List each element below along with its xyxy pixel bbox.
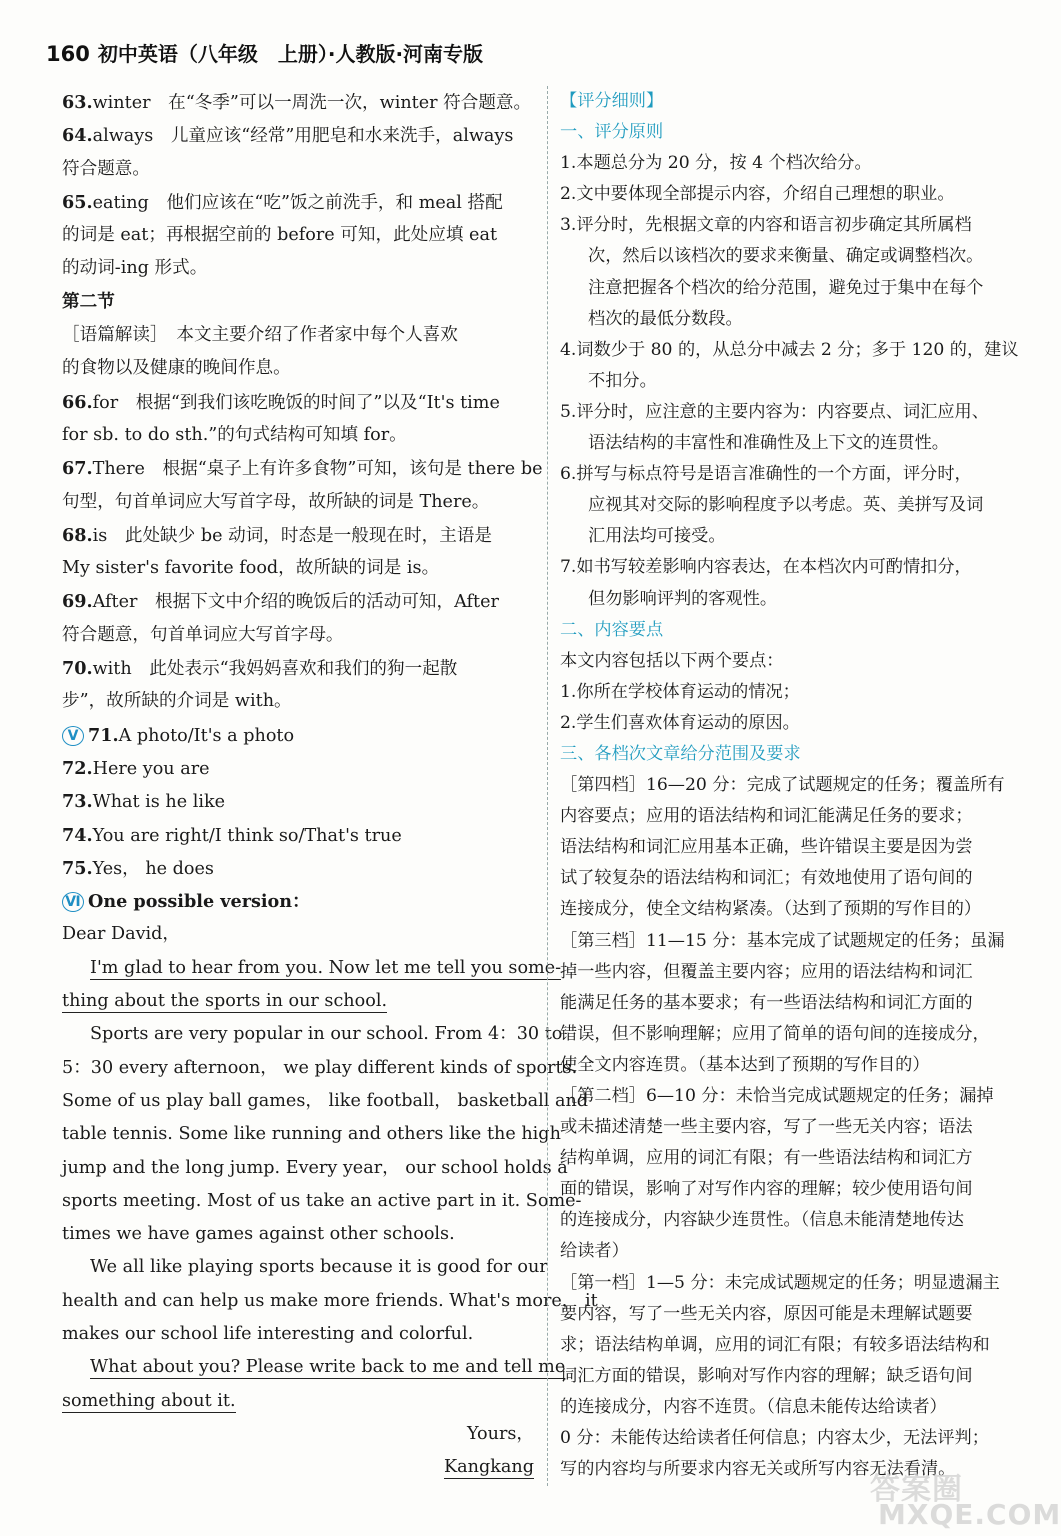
line-text: 符合题意，句首单词应大写首字母。 (62, 624, 344, 645)
question-number: 74. (62, 824, 93, 846)
line-text: Dear David， (62, 924, 181, 945)
page-header (46, 38, 483, 70)
rule-line (560, 1143, 1030, 1174)
question-number: 65. (62, 191, 93, 213)
rule-line (560, 521, 1030, 552)
part-tag: Ⅴ (62, 726, 84, 746)
line-text: 写的内容均与所要求内容无关或所写内容无法看清。 (560, 1459, 956, 1480)
line-text: 的食物以及健康的晚间作息。 (62, 358, 291, 379)
answer-line (62, 519, 538, 552)
page-number: 160 (46, 42, 90, 66)
line-text: 注意把握各个档次的给分范围，避免过于集中在每个 (588, 277, 984, 298)
answer-line (62, 819, 538, 852)
question-number: 64. (62, 125, 93, 147)
line-text: 【评分细则】 (560, 91, 664, 111)
line-text: ［第四档］16—20 分：完成了试题规定的任务；覆盖所有 (560, 775, 1005, 796)
line-text: 句型，句首单词应大写首字母，故所缺的词是 There。 (62, 491, 490, 512)
line-text: ［第二档］6—10 分：未恰当完成试题规定的任务；漏掉 (560, 1086, 994, 1106)
line-text: 但勿影响评判的客观性。 (588, 588, 778, 609)
line-text: 0 分：未能传达给读者任何信息；内容太少，无法评判； (560, 1428, 989, 1449)
line-text: for sb. to do sth.”的句式结构可知填 for。 (62, 424, 407, 445)
rule-line (560, 86, 1030, 117)
answer-line (62, 918, 538, 951)
line-text: 步”，故所缺的介词是 with。 (62, 691, 292, 712)
rule-line (560, 988, 1030, 1019)
answer-line (62, 1018, 563, 1051)
line-text: I'm glad to hear from you. Now let me tell you some- (90, 957, 562, 978)
answer-line (62, 1085, 589, 1118)
site-watermark (860, 1470, 1061, 1532)
line-text: health and can help us make more friends. What's more， it (62, 1290, 598, 1311)
line-text: Yours， (466, 1423, 534, 1444)
answer-line (62, 1118, 561, 1151)
question-number: 71. (88, 724, 119, 746)
watermark-url: MXQE.COM (878, 1498, 1061, 1531)
answer-line (62, 719, 538, 752)
answer-line (62, 1451, 538, 1484)
line-text: 1.本题总分为 20 分，按 4 个档次给分。 (560, 153, 872, 174)
line-text: 3.评分时，先根据文章的内容和语言初步确定其所属档 (560, 215, 972, 236)
line-text: 连接成分，使全文结构紧凑。（达到了预期的写作目的） (560, 899, 982, 920)
watermark-logo-text: 答案圈 (870, 1472, 963, 1507)
question-number: 72. (62, 757, 93, 779)
question-number: 69. (62, 591, 93, 613)
rule-line (560, 1205, 1030, 1236)
line-text: 档次的最低分数段。 (588, 308, 743, 329)
rule-line (560, 894, 1030, 925)
answer-line (62, 153, 538, 186)
line-text: 的词是 eat；再根据空前的 before 可知，此处应填 eat (62, 225, 498, 246)
rule-line (560, 832, 1030, 863)
rule-line (560, 615, 1030, 646)
rule-line (560, 335, 1030, 366)
line-text: 或未描述清楚一些主要内容，写了一些无关内容；语法 (560, 1117, 973, 1138)
answer-line (62, 86, 538, 119)
rule-line (560, 459, 1030, 490)
rule-line (560, 1050, 1030, 1081)
rule-line (560, 677, 1030, 708)
line-text: eating 他们应该在“吃”饭之前洗手，和 meal 搭配 (92, 192, 503, 213)
answer-line (62, 1385, 538, 1418)
line-text: 的动词-ing 形式。 (62, 258, 208, 279)
column-divider (547, 86, 548, 1486)
rule-line (560, 490, 1030, 521)
rule-line (560, 428, 1030, 459)
answer-line (62, 619, 538, 652)
line-text: sports meeting. Most of us take an active part in it. Some- (62, 1190, 582, 1211)
answer-line (62, 1251, 548, 1284)
rule-line (560, 1236, 1030, 1267)
line-text: something about it. (62, 1390, 236, 1411)
line-text: 三、各档次文章给分范围及要求 (560, 743, 801, 764)
answer-line (62, 1152, 568, 1185)
line-text: After 根据下文中介绍的晚饭后的活动可知，After (92, 592, 499, 613)
line-text: ［第三档］11—15 分：基本完成了试题规定的任务；虽漏 (560, 930, 1005, 951)
rule-line (560, 584, 1030, 615)
question-number: 75. (62, 857, 93, 879)
line-text: Here you are (92, 758, 210, 779)
line-text: 掉一些内容，但覆盖主要内容；应用的语法结构和词汇 (560, 961, 973, 982)
answer-line (62, 319, 538, 352)
line-text: 内容要点；应用的语法结构和词汇能满足任务的要求； (560, 806, 973, 827)
answer-line (62, 1318, 538, 1351)
line-text: My sister's favorite food，故所缺的词是 is。 (62, 558, 440, 579)
line-text: 7.如书写较差影响内容表达，在本档次内可酌情扣分， (560, 557, 972, 578)
line-text: jump and the long jump. Every year， our school holds a (62, 1157, 568, 1178)
rule-line (560, 646, 1030, 677)
line-text: 不扣分。 (588, 370, 657, 391)
line-text: 6.拼写与标点符号是语言准确性的一个方面，评分时， (560, 464, 972, 485)
answer-line (62, 752, 538, 785)
rule-line (560, 801, 1030, 832)
line-text: 使全文内容连贯。（基本达到了预期的写作目的） (560, 1054, 930, 1075)
version-label: One possible version： (88, 891, 310, 913)
line-text: Some of us play ball games， like football， basketball and (62, 1090, 589, 1111)
scoring-rules-column (560, 86, 1030, 1485)
line-text: table tennis. Some like running and others like the high (62, 1124, 561, 1145)
line-text: Yes， he does (92, 858, 214, 879)
rule-line (560, 241, 1030, 272)
rule-line (560, 397, 1030, 428)
line-text: 的连接成分，内容缺少连贯性。（信息未能清楚地传达 (560, 1210, 964, 1231)
line-text: 的连接成分，内容不连贯。（信息未能传达给读者） (560, 1396, 947, 1417)
answer-line (62, 1351, 566, 1384)
rule-line (560, 1392, 1030, 1423)
line-text: What is he like (92, 792, 226, 813)
answer-line (62, 352, 538, 385)
answer-line (62, 386, 538, 419)
line-text: ［语篇解读］ 本文主要介绍了作者家中每个人喜欢 (62, 325, 458, 346)
line-text: 要内容，写了一些无关内容，原因可能是未理解试题要 (560, 1303, 973, 1324)
answer-line (62, 219, 538, 252)
rule-line (560, 926, 1030, 957)
rule-line (560, 1268, 1030, 1299)
line-text: 一、评分原则 (560, 122, 664, 143)
answer-line (62, 286, 538, 319)
part-tag: Ⅵ (62, 892, 84, 912)
rule-line (560, 1112, 1030, 1143)
answer-line (62, 952, 562, 985)
line-text: 语法结构和词汇应用基本正确，些许错误主要是因为尝 (560, 837, 973, 858)
line-text: 试了较复杂的语法结构和词汇；有效地使用了语句间的 (560, 868, 973, 889)
line-text: Sports are very popular in our school. From 4：30 to (90, 1024, 563, 1045)
answer-line (62, 985, 538, 1018)
line-text: What about you? Please write back to me and tell me (90, 1357, 566, 1378)
answer-line (62, 1285, 598, 1318)
rule-line (560, 179, 1030, 210)
rule-line (560, 210, 1030, 241)
line-text: 2.文中要体现全部提示内容，介绍自己理想的职业。 (560, 184, 955, 205)
rule-line (560, 1174, 1030, 1205)
line-text: times we have games against other schools. (62, 1224, 455, 1245)
line-text: with 此处表示“我妈妈喜欢和我们的狗一起散 (92, 659, 458, 680)
line-text: 次，然后以该档次的要求来衡量、确定或调整档次。 (588, 246, 984, 267)
rule-line (560, 117, 1030, 148)
rule-line (560, 1081, 1030, 1112)
answer-line (62, 685, 538, 718)
answer-line (62, 652, 538, 685)
line-text: 错误，但不影响理解；应用了简单的语句间的连接成分， (560, 1023, 990, 1044)
question-number: 63. (62, 92, 93, 113)
line-text: A photo/It's a photo (118, 725, 295, 746)
question-number: 68. (62, 524, 93, 546)
rule-line (560, 1330, 1030, 1361)
question-number: 73. (62, 791, 93, 813)
rule-line (560, 708, 1030, 739)
line-text: winter 在“冬季”可以一周洗一次，winter 符合题意。 (92, 93, 532, 113)
line-text: 给读者） (560, 1241, 629, 1262)
answer-line (62, 852, 538, 885)
rule-line (560, 552, 1030, 583)
book-title: 初中英语（八年级 上册）·人教版·河南专版 (97, 42, 484, 66)
line-text: 1.你所在学校体育运动的情况； (560, 681, 800, 702)
rule-line (560, 366, 1030, 397)
answer-line (62, 585, 538, 618)
line-text: 词汇方面的错误，影响对写作内容的理解；缺乏语句间 (560, 1365, 973, 1386)
answer-line (62, 1218, 538, 1251)
answer-line (62, 486, 538, 519)
answer-line (62, 785, 538, 818)
line-text: makes our school life interesting and colorful. (62, 1323, 474, 1344)
line-text: 面的错误，影响了对写作内容的理解；较少使用语句间 (560, 1179, 973, 1200)
answer-line (62, 552, 538, 585)
rule-line (560, 1019, 1030, 1050)
rule-line (560, 1423, 1030, 1454)
line-text: 结构单调，应用的词汇有限；有一些语法结构和词汇方 (560, 1148, 973, 1169)
line-text: We all like playing sports because it is good for our (90, 1257, 548, 1278)
rule-line (560, 863, 1030, 894)
answer-line (62, 885, 538, 918)
answer-line (62, 252, 538, 285)
answer-line (62, 419, 538, 452)
answer-line (62, 1418, 538, 1451)
line-text: There 根据“桌子上有许多食物”可知，该句是 there be (92, 459, 543, 480)
line-text: 符合题意。 (62, 158, 150, 179)
line-text: 语法结构的丰富性和准确性及上下文的连贯性。 (588, 433, 949, 454)
line-text: ［第一档］1—5 分：未完成试题规定的任务；明显遗漏主 (560, 1272, 1000, 1293)
answer-line (62, 1052, 578, 1085)
rule-line (560, 957, 1030, 988)
section-heading: 第二节 (62, 291, 115, 312)
answer-line (62, 186, 538, 219)
line-text: for 根据“到我们该吃晚饭的时间了”以及“It's time (92, 392, 500, 413)
question-number: 66. (62, 391, 93, 413)
line-text: always 儿童应该“经常”用肥皂和水来洗手，always (92, 126, 514, 147)
line-text: is 此处缺少 be 动词，时态是一般现在时，主语是 (92, 525, 493, 546)
line-text: 5.评分时，应注意的主要内容为：内容要点、词汇应用、 (560, 401, 989, 422)
line-text: 汇用法均可接受。 (588, 526, 726, 547)
rule-line (560, 1299, 1030, 1330)
line-text: 4.词数少于 80 的，从总分中减去 2 分；多于 120 的，建议 (560, 339, 1019, 360)
line-text: 2.学生们喜欢体育运动的原因。 (560, 712, 800, 733)
line-text: You are right/I think so/That's true (92, 825, 402, 846)
question-number: 70. (62, 658, 93, 680)
answer-line (62, 452, 543, 485)
rule-line (560, 770, 1030, 801)
rule-line (560, 739, 1030, 770)
rule-line (560, 304, 1030, 335)
rule-line (560, 1361, 1030, 1392)
line-text: 能满足任务的基本要求；有一些语法结构和词汇方面的 (560, 992, 973, 1013)
line-text: 求；语法结构单调，应用的词汇有限；有较多语法结构和 (560, 1334, 990, 1355)
line-text: thing about the sports in our school. (62, 991, 388, 1012)
line-text: 5：30 every afternoon， we play different kinds of sports. (62, 1057, 578, 1078)
line-text: 应视其对交际的影响程度予以考虑。英、美拼写及词 (588, 495, 984, 516)
answer-line (62, 119, 538, 152)
answer-line (62, 1185, 582, 1218)
line-text: Kangkang (444, 1457, 534, 1478)
line-text: 本文内容包括以下两个要点： (560, 650, 784, 671)
line-text: 二、内容要点 (560, 619, 664, 640)
rule-line (560, 273, 1030, 304)
question-number: 67. (62, 458, 93, 480)
rule-line (560, 148, 1030, 179)
